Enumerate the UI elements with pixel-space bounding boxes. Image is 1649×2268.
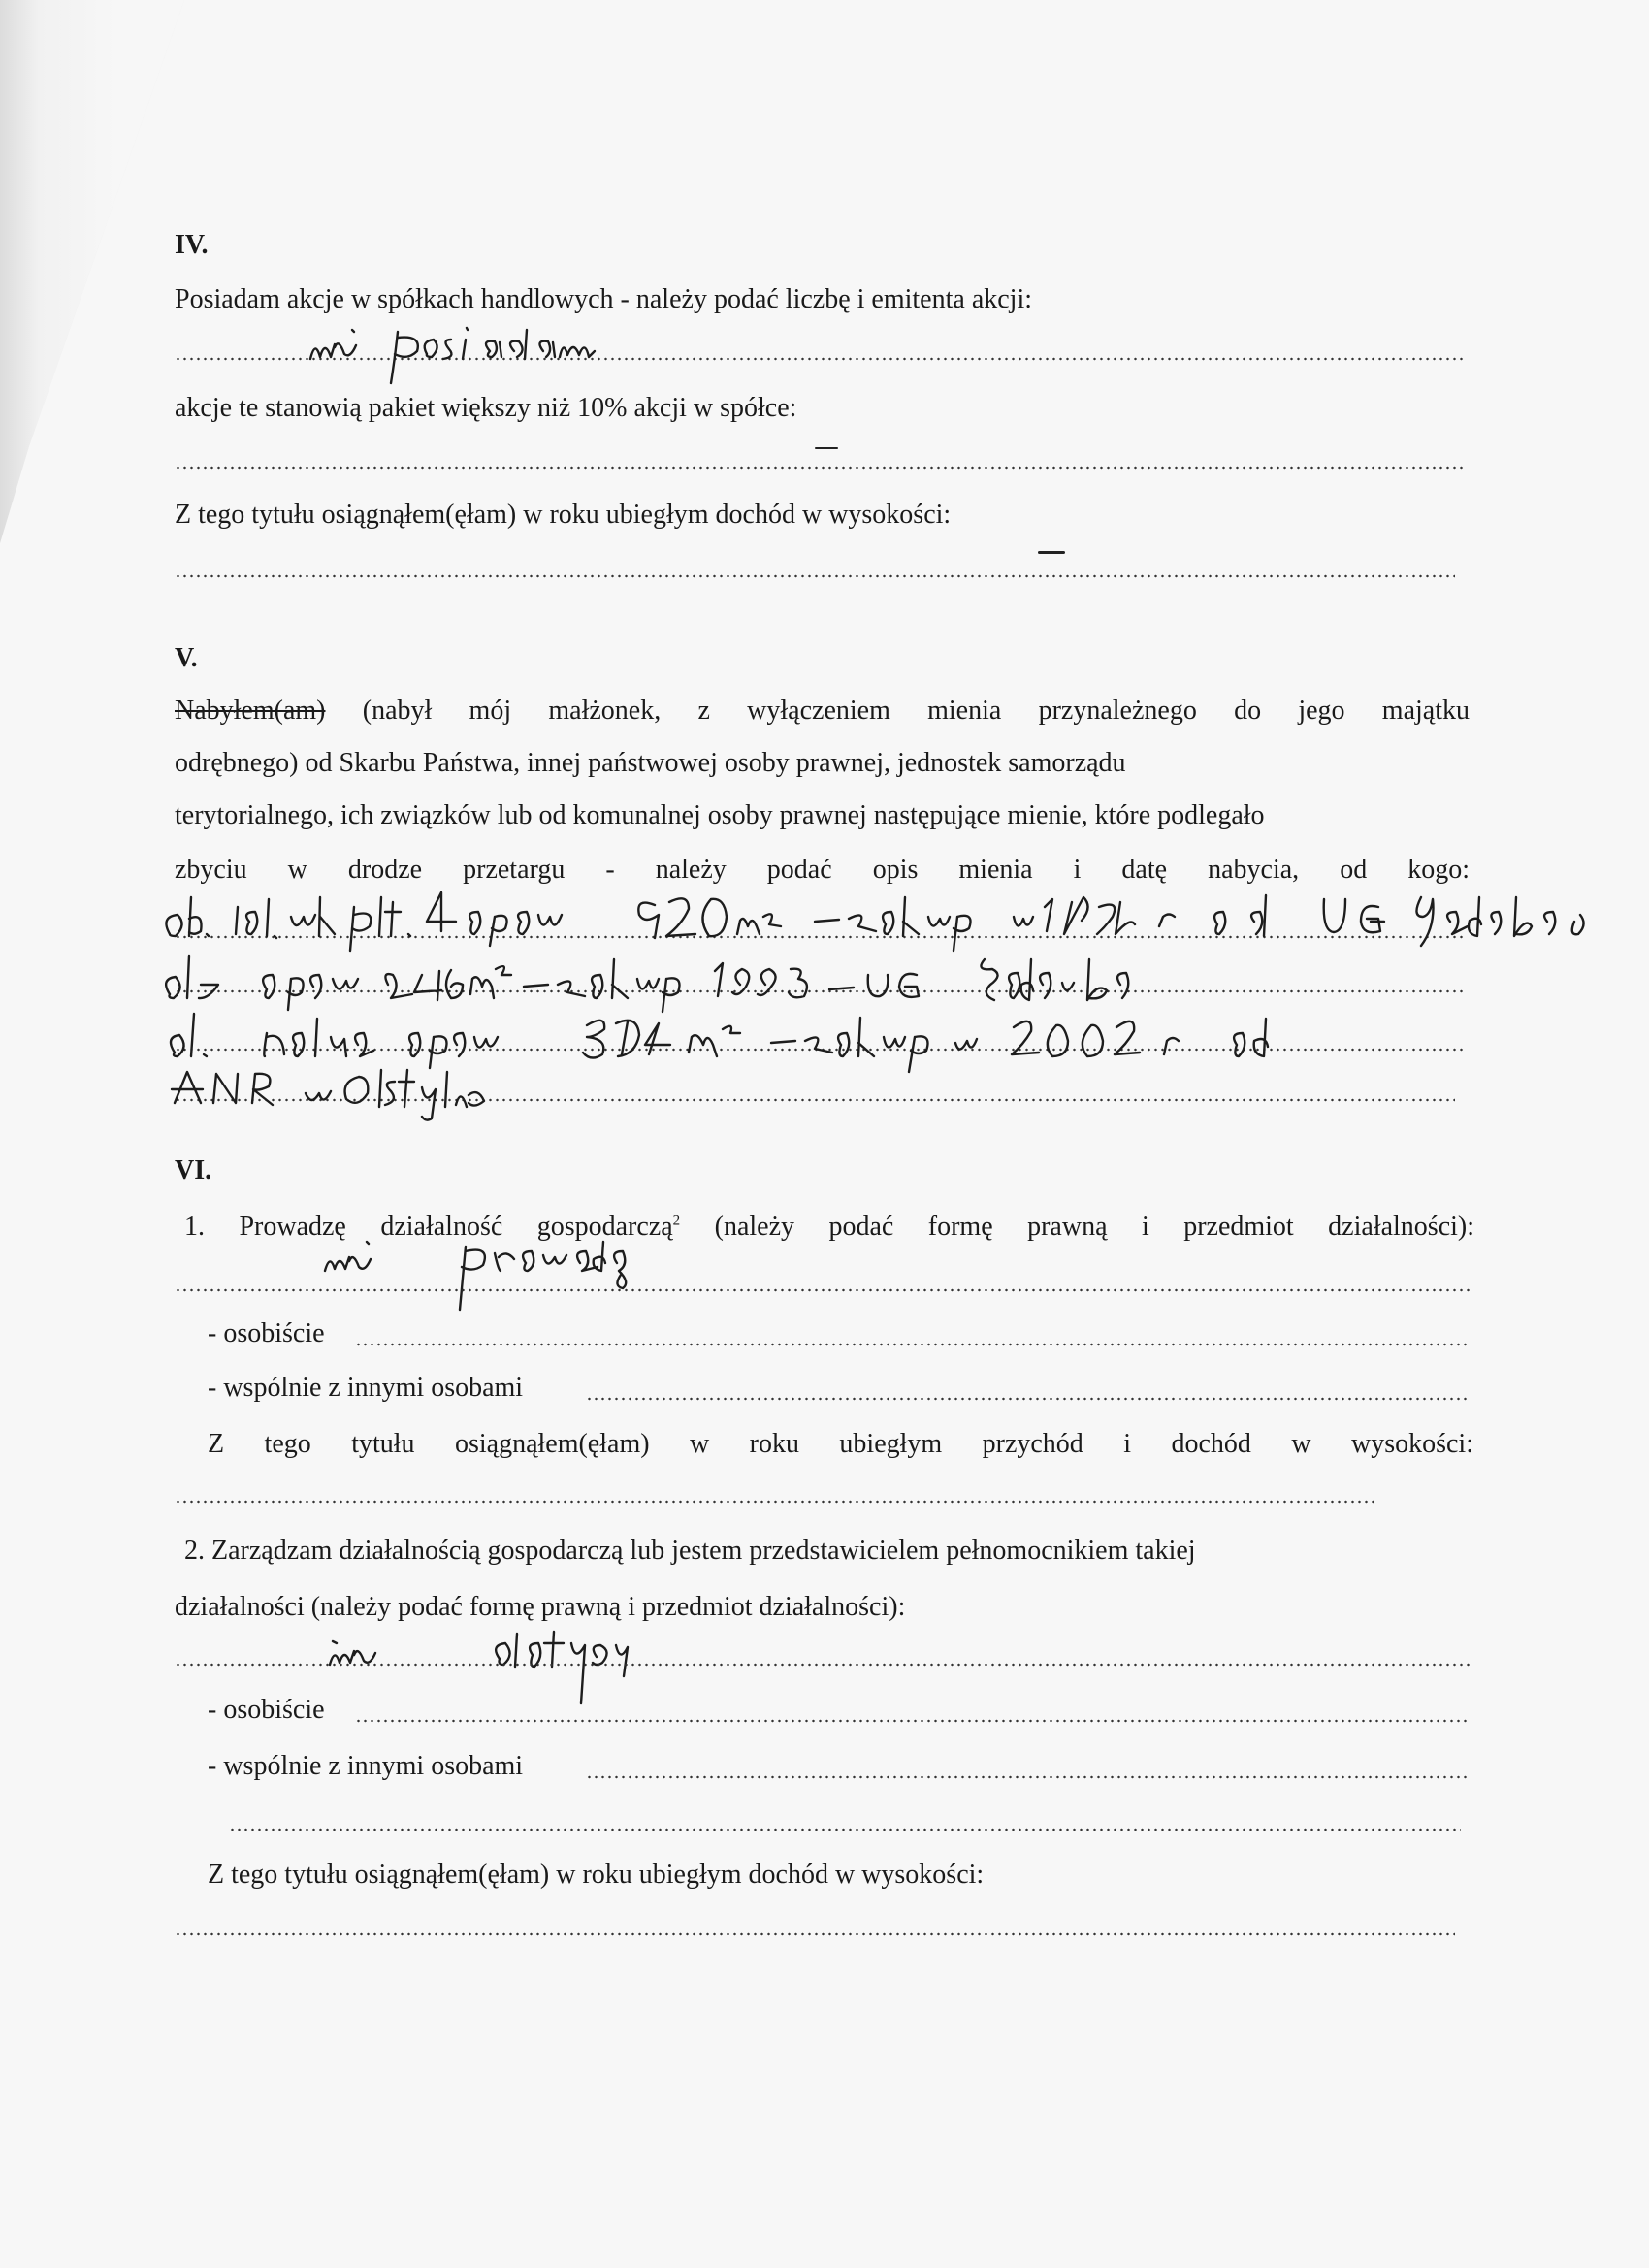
paragraph-line1-text: (nabył mój małżonek, z wyłączeniem mienia przynależnego do jego majątku — [362, 696, 1470, 726]
struck-word: Nabyłem(am) — [175, 696, 326, 726]
section-v-paragraph-line4: zbyciu w drodze przetargu - należy podać opis mienia i datę nabycia, od kogo: — [175, 855, 1470, 885]
dotted-line — [586, 1775, 1467, 1779]
dotted-line — [229, 1828, 1461, 1831]
handwriting-nie-dotyczy — [325, 1628, 713, 1705]
jointly-label-2: - wspólnie z innymi osobami — [208, 1751, 524, 1781]
dotted-line — [175, 1663, 1470, 1667]
revenue-question: Z tego tytułu osiągnąłem(ęłam) w roku ubiegłym przychód i dochód w wysokości: — [208, 1429, 1473, 1459]
item2-line1: 2. Zarządzam działalnością gospodarczą lub jestem przedstawicielem pełnomocnikiem takiej — [184, 1536, 1196, 1566]
section-v-paragraph-line1 — [175, 695, 1470, 728]
item1-tail: (należy podać formę prawną i przedmiot działalności): — [714, 1212, 1475, 1242]
section-v-paragraph-line2: odrębnego) od Skarbu Państwa, innej państwowej osoby prawnej, jednostek samorządu — [175, 748, 1126, 778]
handwriting-nie-posiadam — [306, 310, 752, 388]
section-iv-heading: IV. — [175, 230, 209, 260]
dotted-line — [175, 466, 1465, 470]
packet-question: akcje te stanowią pakiet większy niż 10% akcji w spółce: — [175, 393, 797, 423]
income-question: Z tego tytułu osiągnąłem(ęłam) w roku ubiegłym dochód w wysokości: — [175, 500, 952, 530]
personally-label-2: - osobiście — [208, 1695, 325, 1725]
dotted-line — [175, 1288, 1470, 1292]
handwriting-property-description — [160, 878, 1644, 1120]
dotted-line — [175, 574, 1455, 578]
income-question-2: Z tego tytułu osiągnąłem(ęłam) w roku ubiegłym dochód w wysokości: — [208, 1860, 985, 1890]
dotted-line — [355, 1719, 1471, 1723]
item2-line2: działalności (należy podać formę prawną i przedmiot działalności): — [175, 1592, 906, 1622]
dotted-line — [355, 1343, 1471, 1346]
item1-text: 1. Prowadzę działalność gospodarczą — [184, 1212, 673, 1242]
dotted-line — [175, 1500, 1377, 1504]
handwritten-dash — [1038, 551, 1065, 554]
section-v-paragraph-line3: terytorialnego, ich związków lub od komunalnej osoby prawnej następujące mienie, które podlegało — [175, 800, 1265, 830]
handwritten-dash — [815, 447, 838, 449]
shares-question: Posiadam akcje w spółkach handlowych - należy podać liczbę i emitenta akcji: — [175, 284, 1033, 314]
section-vi-heading: VI. — [175, 1155, 212, 1185]
dotted-line — [175, 1932, 1455, 1936]
dotted-line — [586, 1397, 1467, 1401]
handwriting-nie-prowadze — [320, 1232, 786, 1314]
footnote-marker: 2 — [672, 1213, 681, 1229]
section-v-heading: V. — [175, 643, 198, 673]
jointly-label: - wspólnie z innymi osobami — [208, 1373, 524, 1403]
personally-label: - osobiście — [208, 1318, 325, 1348]
